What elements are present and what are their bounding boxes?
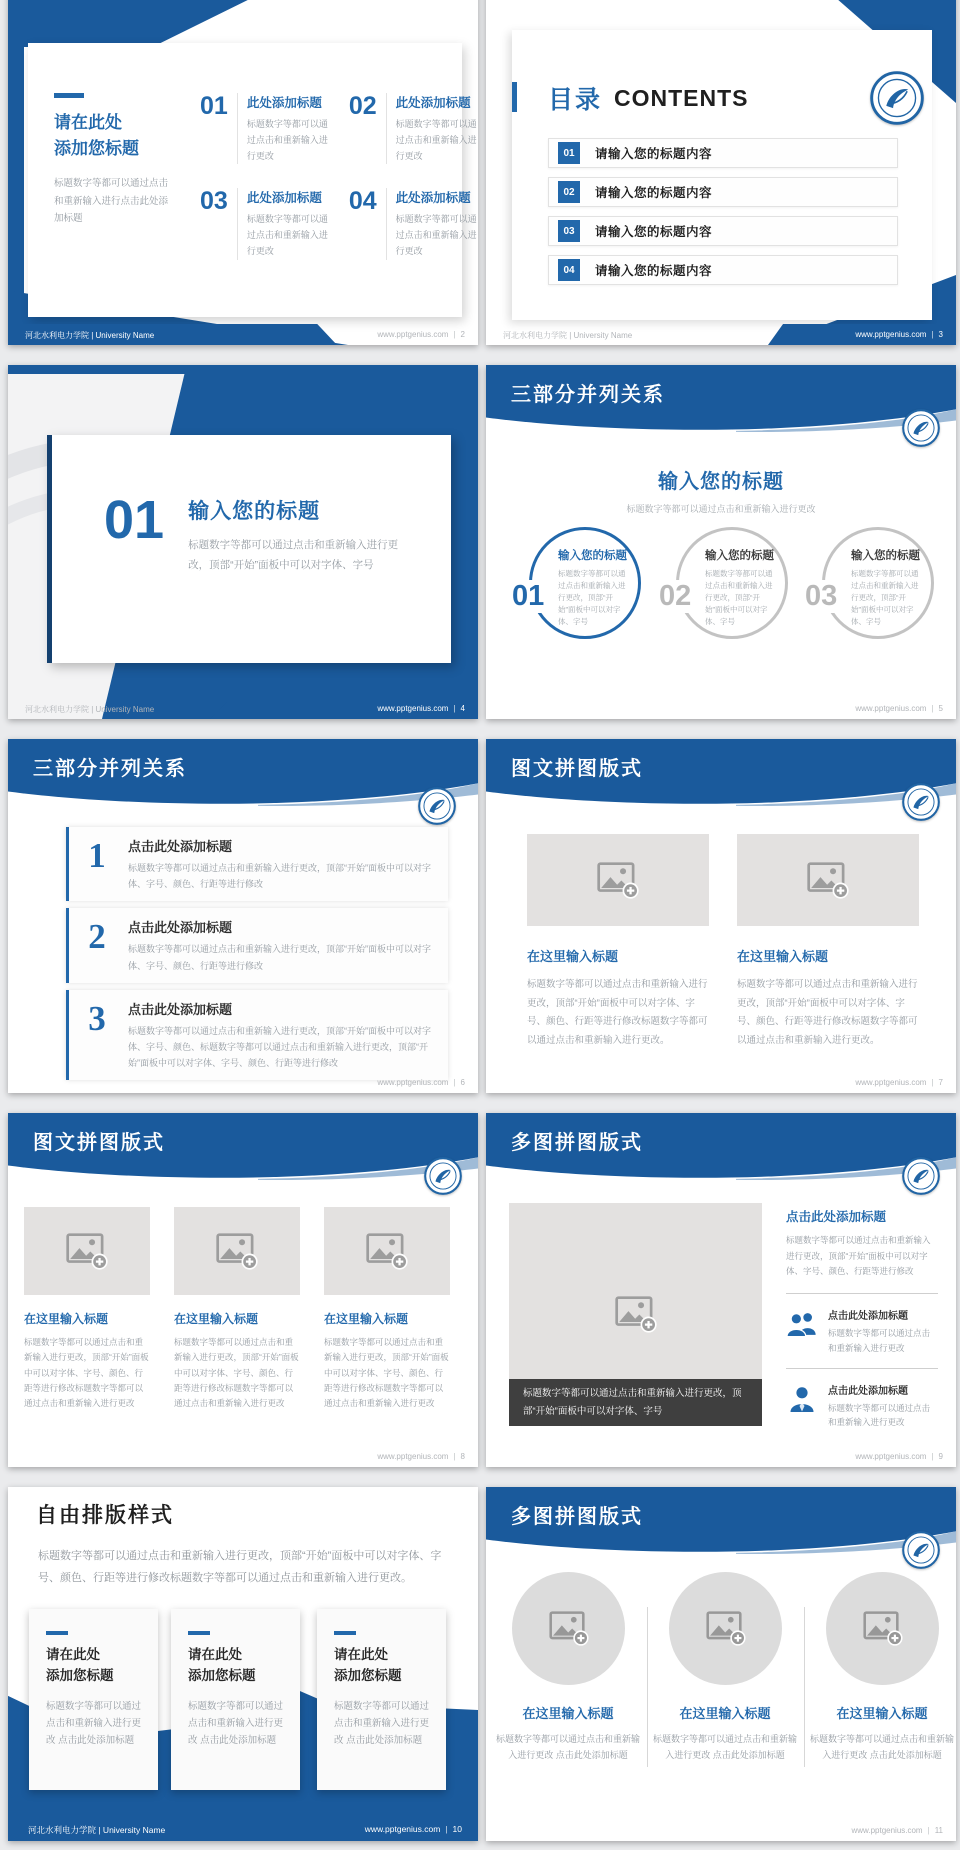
item-title: 此处添加标题 bbox=[246, 191, 322, 206]
divider bbox=[786, 1293, 938, 1294]
list-item bbox=[200, 93, 333, 164]
slide-footer bbox=[486, 324, 956, 345]
item-text: 标题数字等都可以通过点击和重新输入进行更改 bbox=[395, 119, 477, 161]
slide-footer bbox=[486, 1446, 956, 1467]
image-plus-icon bbox=[706, 1611, 746, 1646]
image-text-column bbox=[650, 1703, 800, 1763]
text-card bbox=[29, 1609, 158, 1790]
column-title: 在这里输入标题 bbox=[174, 1312, 259, 1326]
row-text: 标题数字等都可以通过点击和重新输入进行更改，顶部“开始”面板中可以对字体、字号、颜色、行距等进行修改 bbox=[128, 944, 431, 971]
circle-title: 输入您的标题 bbox=[851, 550, 920, 562]
row-text: 标题数字等都可以通过点击和重新输入进行更改，顶部“开始”面板中可以对字体、字号、颜色、标题数字等都可以通过点击和重新输入进行更改，顶部“开始”面板中可以对字体、字号、颜色、行距等进行修改 bbox=[128, 1025, 431, 1069]
section-number: 01 bbox=[104, 490, 165, 550]
card-title: 请在此处 添加您标题 bbox=[334, 1647, 402, 1683]
column-text: 标题数字等都可以通过点击和重新输入进行更改，顶部“开始”面板中可以对字体、字号、颜色、行距等进行修改标题数字等都可以通过点击和重新输入进行更改。 bbox=[527, 979, 708, 1046]
item-title: 此处添加标题 bbox=[395, 191, 471, 206]
footer-school: 河北水利电力学院 | University Name bbox=[25, 331, 155, 340]
card-title: 请在此处 添加您标题 bbox=[188, 1647, 256, 1683]
slide-footer bbox=[8, 1072, 478, 1093]
column-title: 在这里输入标题 bbox=[522, 1706, 614, 1721]
toc-label: 请输入您的标题内容 bbox=[595, 225, 713, 239]
slide-footer bbox=[8, 324, 478, 345]
image-caption: 标题数字等都可以通过点击和重新输入进行更改，顶部“开始”面板中可以对字体、字号 bbox=[509, 1379, 762, 1426]
list-item bbox=[349, 188, 478, 259]
toc-number-chip: 01 bbox=[558, 142, 580, 164]
column-title: 在这里输入标题 bbox=[836, 1706, 928, 1721]
image-plus-icon bbox=[615, 1296, 657, 1333]
slide-header-title: 三部分并列关系 bbox=[33, 758, 187, 780]
toc-title-row bbox=[548, 80, 898, 116]
footer-site-page: www.pptgenius.com | 5 bbox=[855, 704, 943, 713]
slide-header-bar bbox=[486, 739, 956, 811]
intro-title: 请在此处 添加您标题 bbox=[54, 113, 139, 158]
item-number: 01 bbox=[200, 93, 238, 164]
image-text-column bbox=[807, 1703, 956, 1763]
image-plus-icon bbox=[549, 1611, 589, 1646]
card-text: 标题数字等都可以通过点击和重新输入进行更改 点击此处添加标题 bbox=[46, 1700, 142, 1747]
image-plus-icon bbox=[366, 1233, 408, 1270]
image-placeholder bbox=[24, 1207, 150, 1295]
column-title: 在这里输入标题 bbox=[527, 949, 619, 964]
accent-vertical-bar bbox=[512, 82, 517, 112]
slide-thumbnail-page-10[interactable] bbox=[8, 1487, 478, 1841]
column-text: 标题数字等都可以通过点击和重新输入进行更改 点击此处添加标题 bbox=[495, 1734, 640, 1761]
accent-dash bbox=[46, 1631, 68, 1635]
slide-footer bbox=[8, 1817, 478, 1841]
image-text-column bbox=[324, 1207, 450, 1411]
item-number: 03 bbox=[200, 188, 238, 259]
school-logo-badge-icon bbox=[902, 1157, 940, 1195]
row-number: 1 bbox=[88, 836, 106, 875]
school-logo-badge-icon bbox=[902, 409, 940, 447]
section-title: 输入您的标题 bbox=[188, 500, 321, 523]
slide-header-title: 多图拼图版式 bbox=[511, 1132, 643, 1154]
circle-number: 03 bbox=[805, 580, 838, 612]
people-icon bbox=[786, 1311, 818, 1337]
vertical-divider bbox=[804, 1607, 805, 1767]
image-text-column bbox=[737, 834, 919, 1050]
image-placeholder bbox=[174, 1207, 300, 1295]
slide-header-title: 图文拼图版式 bbox=[33, 1132, 165, 1154]
numbered-rows bbox=[66, 827, 448, 1087]
column-text: 标题数字等都可以通过点击和重新输入进行更改 点击此处添加标题 bbox=[809, 1734, 954, 1761]
center-subtitle: 标题数字等都可以通过点击和重新输入进行更改 bbox=[626, 504, 816, 514]
row-number: 2 bbox=[88, 917, 106, 957]
footer-site-page: www.pptgenius.com | 2 bbox=[377, 330, 465, 339]
item-text: 标题数字等都可以通过点击和重新输入进行更改 bbox=[395, 214, 477, 256]
slide-paragraph: 标题数字等都可以通过点击和重新输入进行更改，顶部“开始”面板中可以对字体、字号、颜色、行距等进行修改标题数字等都可以通过点击和重新输入进行更改。 bbox=[38, 1550, 442, 1584]
list-item bbox=[349, 93, 478, 164]
toc-title-cn: 目录 bbox=[548, 86, 603, 114]
circle-text: 标题数字等都可以通过点击和重新输入进行更改，顶部“开始”面板中可以对字体、字号 bbox=[558, 569, 626, 626]
slide-header-title: 三部分并列关系 bbox=[511, 384, 665, 406]
item-title: 此处添加标题 bbox=[395, 96, 471, 110]
item-title: 点击此处添加标题 bbox=[828, 1386, 908, 1398]
slide-header-bar bbox=[8, 1113, 478, 1185]
column-title: 在这里输入标题 bbox=[679, 1706, 771, 1721]
footer-school: 河北水利电力学院 | University Name bbox=[503, 331, 633, 340]
card-text: 标题数字等都可以通过点击和重新输入进行更改 点击此处添加标题 bbox=[188, 1700, 284, 1747]
image-placeholder bbox=[737, 834, 919, 926]
column-text: 标题数字等都可以通过点击和重新输入进行更改，顶部“开始”面板中可以对字体、字号、颜色、行距等进行修改标题数字等都可以通过点击和重新输入进行更改 bbox=[324, 1337, 449, 1409]
circle-image-placeholder bbox=[512, 1572, 625, 1685]
item-text: 标题数字等都可以通过点击和重新输入进行更改 bbox=[246, 214, 328, 256]
row-title: 点击此处添加标题 bbox=[128, 1001, 233, 1017]
school-logo-badge-icon bbox=[902, 783, 940, 821]
text-card bbox=[317, 1609, 446, 1790]
circle-text: 标题数字等都可以通过点击和重新输入进行更改，顶部“开始”面板中可以对字体、字号 bbox=[705, 569, 773, 626]
slide-footer bbox=[486, 698, 956, 719]
card-text: 标题数字等都可以通过点击和重新输入进行更改 点击此处添加标题 bbox=[334, 1700, 430, 1747]
column-text: 标题数字等都可以通过点击和重新输入进行更改 点击此处添加标题 bbox=[652, 1734, 797, 1761]
item-text: 标题数字等都可以通过点击和重新输入进行更改 bbox=[246, 119, 328, 161]
slide-thumbnail-page-4[interactable] bbox=[8, 365, 478, 719]
blue-top-strip bbox=[8, 365, 196, 374]
slide-header-bar bbox=[8, 739, 478, 811]
circle-item bbox=[512, 527, 641, 639]
center-title: 输入您的标题 bbox=[658, 471, 784, 493]
slide-title: 自由排版样式 bbox=[36, 1504, 174, 1527]
toc-item bbox=[548, 216, 898, 246]
circle-text: 标题数字等都可以通过点击和重新输入进行更改，顶部“开始”面板中可以对字体、字号 bbox=[851, 569, 919, 626]
image-plus-icon bbox=[216, 1233, 258, 1270]
image-plus-icon bbox=[863, 1611, 903, 1646]
list-item bbox=[200, 188, 333, 259]
icon-list-item bbox=[786, 1382, 938, 1430]
school-logo-badge-icon bbox=[870, 71, 924, 125]
accent-dash bbox=[54, 93, 84, 98]
slide-header-title: 多图拼图版式 bbox=[511, 1506, 643, 1528]
slide-thumbnail-page-11[interactable] bbox=[486, 1487, 956, 1841]
footer-school: 河北水利电力学院 | University Name bbox=[28, 1825, 166, 1835]
numbered-row bbox=[66, 908, 448, 982]
item-title: 点击此处添加标题 bbox=[828, 1311, 908, 1323]
toc-label: 请输入您的标题内容 bbox=[595, 186, 713, 200]
school-logo-badge-icon bbox=[418, 787, 456, 825]
large-image-placeholder bbox=[509, 1203, 762, 1426]
numbered-row bbox=[66, 827, 448, 901]
intro-block bbox=[54, 93, 182, 260]
slide-thumbnail-page-9[interactable] bbox=[486, 1113, 956, 1467]
divider bbox=[786, 1368, 938, 1369]
row-text: 标题数字等都可以通过点击和重新输入进行更改，顶部“开始”面板中可以对字体、字号、颜色、行距等进行修改 bbox=[128, 863, 431, 890]
column-title: 在这里输入标题 bbox=[737, 949, 829, 964]
slide-header-title: 图文拼图版式 bbox=[511, 758, 643, 780]
circle-title: 输入您的标题 bbox=[705, 550, 774, 562]
item-text: 标题数字等都可以通过点击和重新输入进行更改 bbox=[828, 1403, 931, 1428]
row-title: 点击此处添加标题 bbox=[128, 920, 233, 936]
circle-number: 01 bbox=[512, 580, 545, 612]
toc-label: 请输入您的标题内容 bbox=[595, 264, 713, 278]
content-card bbox=[28, 43, 477, 317]
toc-item bbox=[548, 177, 898, 207]
footer-school: 河北水利电力学院 | University Name bbox=[25, 705, 155, 714]
circle-item bbox=[805, 527, 934, 639]
slide-footer bbox=[8, 1446, 478, 1467]
circle-number: 02 bbox=[659, 580, 692, 612]
slide-footer bbox=[8, 698, 478, 719]
row-number: 3 bbox=[88, 998, 106, 1038]
toc-number-chip: 02 bbox=[558, 181, 580, 203]
item-text: 标题数字等都可以通过点击和重新输入进行更改 bbox=[828, 1328, 931, 1353]
footer-site-page: www.pptgenius.com | 3 bbox=[855, 330, 943, 339]
slide-footer bbox=[486, 1072, 956, 1093]
image-placeholder bbox=[527, 834, 709, 926]
section-card bbox=[47, 435, 451, 663]
image-placeholder bbox=[324, 1207, 450, 1295]
column-title: 在这里输入标题 bbox=[24, 1312, 109, 1326]
slide-thumbnail-page-5[interactable] bbox=[486, 365, 956, 719]
toc-item bbox=[548, 255, 898, 285]
section-text: 标题数字等都可以通过点击和重新输入进行更改，顶部“开始”面板中可以对字体、字号 bbox=[188, 539, 399, 572]
footer-site-page: www.pptgenius.com | 6 bbox=[377, 1078, 465, 1087]
vertical-divider bbox=[647, 1607, 648, 1767]
slide-thumbnail-page-7[interactable] bbox=[486, 739, 956, 1093]
slide-header-bar bbox=[486, 1113, 956, 1185]
circle-image-placeholder bbox=[826, 1572, 939, 1685]
column-text: 标题数字等都可以通过点击和重新输入进行更改，顶部“开始”面板中可以对字体、字号、颜色、行距等进行修改标题数字等都可以通过点击和重新输入进行更改 bbox=[24, 1337, 149, 1409]
column-title: 点击此处添加标题 bbox=[786, 1210, 887, 1224]
slide-thumbnail-page-6[interactable] bbox=[8, 739, 478, 1093]
top-left-diagonal-shape bbox=[8, 0, 266, 47]
toc-number-chip: 03 bbox=[558, 220, 580, 242]
person-icon bbox=[786, 1386, 818, 1412]
slide-footer bbox=[486, 1820, 956, 1841]
school-logo-badge-icon bbox=[424, 1157, 462, 1195]
row-title: 点击此处添加标题 bbox=[128, 839, 233, 854]
right-text-column bbox=[786, 1207, 938, 1430]
circle-item bbox=[659, 527, 788, 639]
numbered-row bbox=[66, 990, 448, 1081]
item-number: 02 bbox=[349, 93, 387, 164]
circle-image-placeholder bbox=[669, 1572, 782, 1685]
circle-title: 输入您的标题 bbox=[558, 550, 627, 562]
image-text-column bbox=[174, 1207, 300, 1411]
toc-number-chip: 04 bbox=[558, 259, 580, 281]
numbered-items bbox=[182, 93, 478, 260]
icon-list-item bbox=[786, 1307, 938, 1355]
footer-site-page: www.pptgenius.com | 4 bbox=[377, 704, 465, 713]
center-heading bbox=[486, 465, 956, 515]
image-text-column bbox=[493, 1703, 643, 1763]
toc-item bbox=[548, 138, 898, 168]
slide-thumbnail-page-3[interactable] bbox=[486, 0, 956, 345]
image-plus-icon bbox=[66, 1233, 108, 1270]
content-card bbox=[512, 30, 932, 320]
image-text-column bbox=[24, 1207, 150, 1411]
intro-text: 标题数字等都可以通过点击和重新输入进行点击此处添加标题 bbox=[54, 178, 169, 225]
school-logo-badge-icon bbox=[902, 1531, 940, 1569]
slide-thumbnail-page-2[interactable] bbox=[8, 0, 478, 345]
slide-header-bar bbox=[486, 1487, 956, 1559]
column-text: 标题数字等都可以通过点击和重新输入进行更改，顶部“开始”面板中可以对字体、字号、颜色、行距等进行修改 bbox=[786, 1235, 931, 1277]
item-title: 此处添加标题 bbox=[246, 96, 322, 110]
footer-site-page: www.pptgenius.com | 8 bbox=[377, 1452, 465, 1461]
accent-dash bbox=[188, 1631, 210, 1635]
item-number: 04 bbox=[349, 188, 387, 259]
card-title: 请在此处 添加您标题 bbox=[46, 1647, 114, 1683]
image-text-column bbox=[527, 834, 709, 1050]
accent-dash bbox=[334, 1631, 356, 1635]
column-text: 标题数字等都可以通过点击和重新输入进行更改，顶部“开始”面板中可以对字体、字号、颜色、行距等进行修改标题数字等都可以通过点击和重新输入进行更改 bbox=[174, 1337, 299, 1409]
toc-label: 请输入您的标题内容 bbox=[595, 147, 713, 161]
footer-site-page: www.pptgenius.com | 7 bbox=[855, 1078, 943, 1087]
slide-header-bar bbox=[486, 365, 956, 437]
column-title: 在这里输入标题 bbox=[324, 1312, 409, 1326]
text-card bbox=[171, 1609, 300, 1790]
slide-thumbnail-page-8[interactable] bbox=[8, 1113, 478, 1467]
footer-site-page: www.pptgenius.com | 10 bbox=[364, 1824, 462, 1834]
footer-site-page: www.pptgenius.com | 11 bbox=[851, 1826, 943, 1835]
image-plus-icon bbox=[597, 862, 639, 899]
toc-title-en: CONTENTS bbox=[614, 84, 749, 111]
column-text: 标题数字等都可以通过点击和重新输入进行更改，顶部“开始”面板中可以对字体、字号、颜色、行距等进行修改标题数字等都可以通过点击和重新输入进行更改。 bbox=[737, 979, 918, 1046]
image-plus-icon bbox=[807, 862, 849, 899]
footer-site-page: www.pptgenius.com | 9 bbox=[855, 1452, 943, 1461]
